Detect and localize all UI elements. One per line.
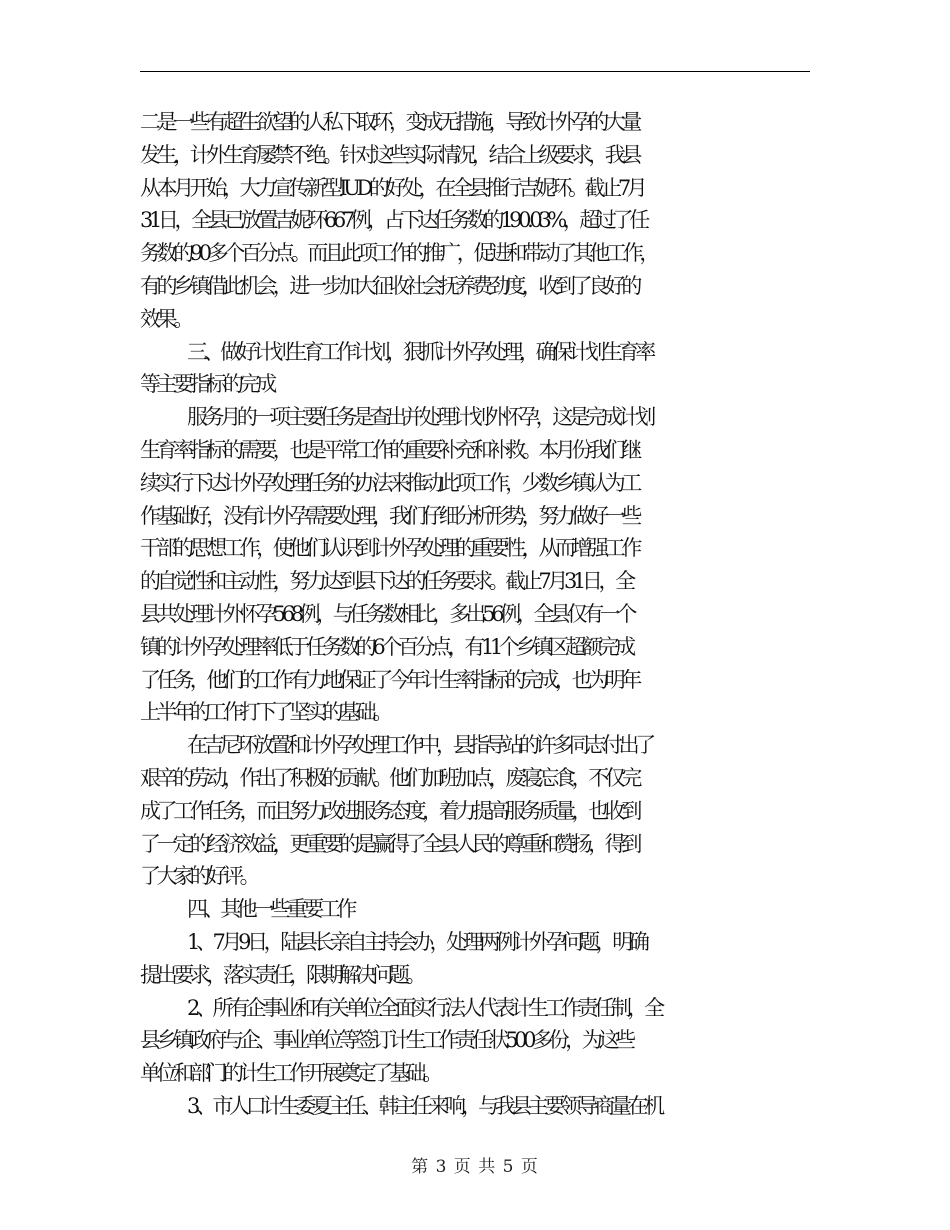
text-line: 四、其他一些重要工作: [187, 897, 353, 922]
text-line: 3、市人口计生委夏主任、韩主任来响，与我县主要领导商量在机: [187, 1093, 661, 1118]
text-line: 的自觉性和主动性，努力达到县下达的任务要求。截止7月31日，全: [140, 569, 632, 594]
text-line: 从本月开始，大力宣传新型IUD的好处，在全县推行吉妮环。截止7月: [140, 175, 644, 200]
text-line: 镇的计外孕处理率低于任务数的6个百分点，有11个乡镇区超额完成: [140, 634, 632, 659]
text-line: 二是一些有超生欲望的人私下取环，变成无措施，导致计外孕的大量: [140, 110, 638, 134]
text-line: 续实行下达计外孕处理任务的办法来推动此项工作，少数乡镇认为工: [140, 470, 638, 495]
text-line: 成了工作任务，而且努力改进服务态度，着力提高服务质量，也收到: [140, 798, 638, 823]
text-line: 单位和部门的计生工作开展奠定了基础。: [140, 1061, 439, 1086]
text-line: 发生，计外生育屡禁不绝。针对这些实际情况，结合上级要求，我县: [140, 142, 638, 167]
text-line: 1、7月9日，陆县长亲自主持会办，处理两例计外孕问题，明确: [187, 929, 646, 954]
text-line: 县乡镇政府与企、事业单位等签订计生工作责任状500多份，为这些: [140, 1028, 632, 1053]
text-line: 了任务，他们的工作有力地保证了今年计生率指标的完成，也为明年: [140, 667, 638, 692]
text-line: 三、做好计划生育工作计划，狠抓计外孕处理，确保计划生育率: [187, 339, 652, 364]
text-line: 服务月的一项主要任务是查出并处理计划外怀孕，这是完成计划: [187, 405, 652, 430]
text-line: 31日，全县已放置吉妮环667例，占下达任务数的190.03%，超过了任: [140, 208, 646, 233]
text-line: 艰辛的劳动，作出了积极的贡献。他们加班加点，废寝忘食，不仅完: [140, 765, 638, 790]
text-line: 上半年的工作打下了坚实的基础。: [140, 700, 389, 725]
text-line: 干部的思想工作，使他们认识到计外孕处理的重要性，从而增强工作: [140, 536, 638, 561]
text-line: 作基础好，没有计外孕需要处理，我们仔细分析形势，努力做好一些: [140, 503, 638, 528]
text-line: 了大家的好评。: [140, 864, 257, 889]
text-line: 在吉尼环放置和计外孕处理工作中，县指导站的许多同志付出了: [187, 733, 652, 758]
text-line: 提出要求，落实责任，限期解决问题。: [140, 962, 423, 987]
document-body: [140, 106, 816, 1123]
text-line: 务数的90多个百分点。而且此项工作的推广，促进和带动了其他工作，: [140, 241, 656, 266]
text-line: 等主要指标的完成: [140, 372, 273, 397]
header-rule: [140, 71, 810, 72]
text-line: 2、所有企事业和有关单位全面实行法人代表计生工作责任制，全: [187, 995, 661, 1020]
text-line: 县共处理计外怀孕568例，与任务数相比，多出56例，全县仅有一个: [140, 601, 634, 626]
text-line: 生育率指标的需要，也是平常工作的重要补充和补救。本月份我们继: [140, 437, 638, 462]
page-number: 第 3 页 共 5 页: [411, 1157, 539, 1177]
text-line: 有的乡镇借此机会，进一步加大征收社会抚养费劲度，收到了良好的: [140, 273, 638, 298]
text-line: 效果。: [140, 306, 190, 331]
text-line: 了一定的经济效益，更重要的是赢得了全县人民的尊重和赞扬，得到: [140, 831, 638, 856]
